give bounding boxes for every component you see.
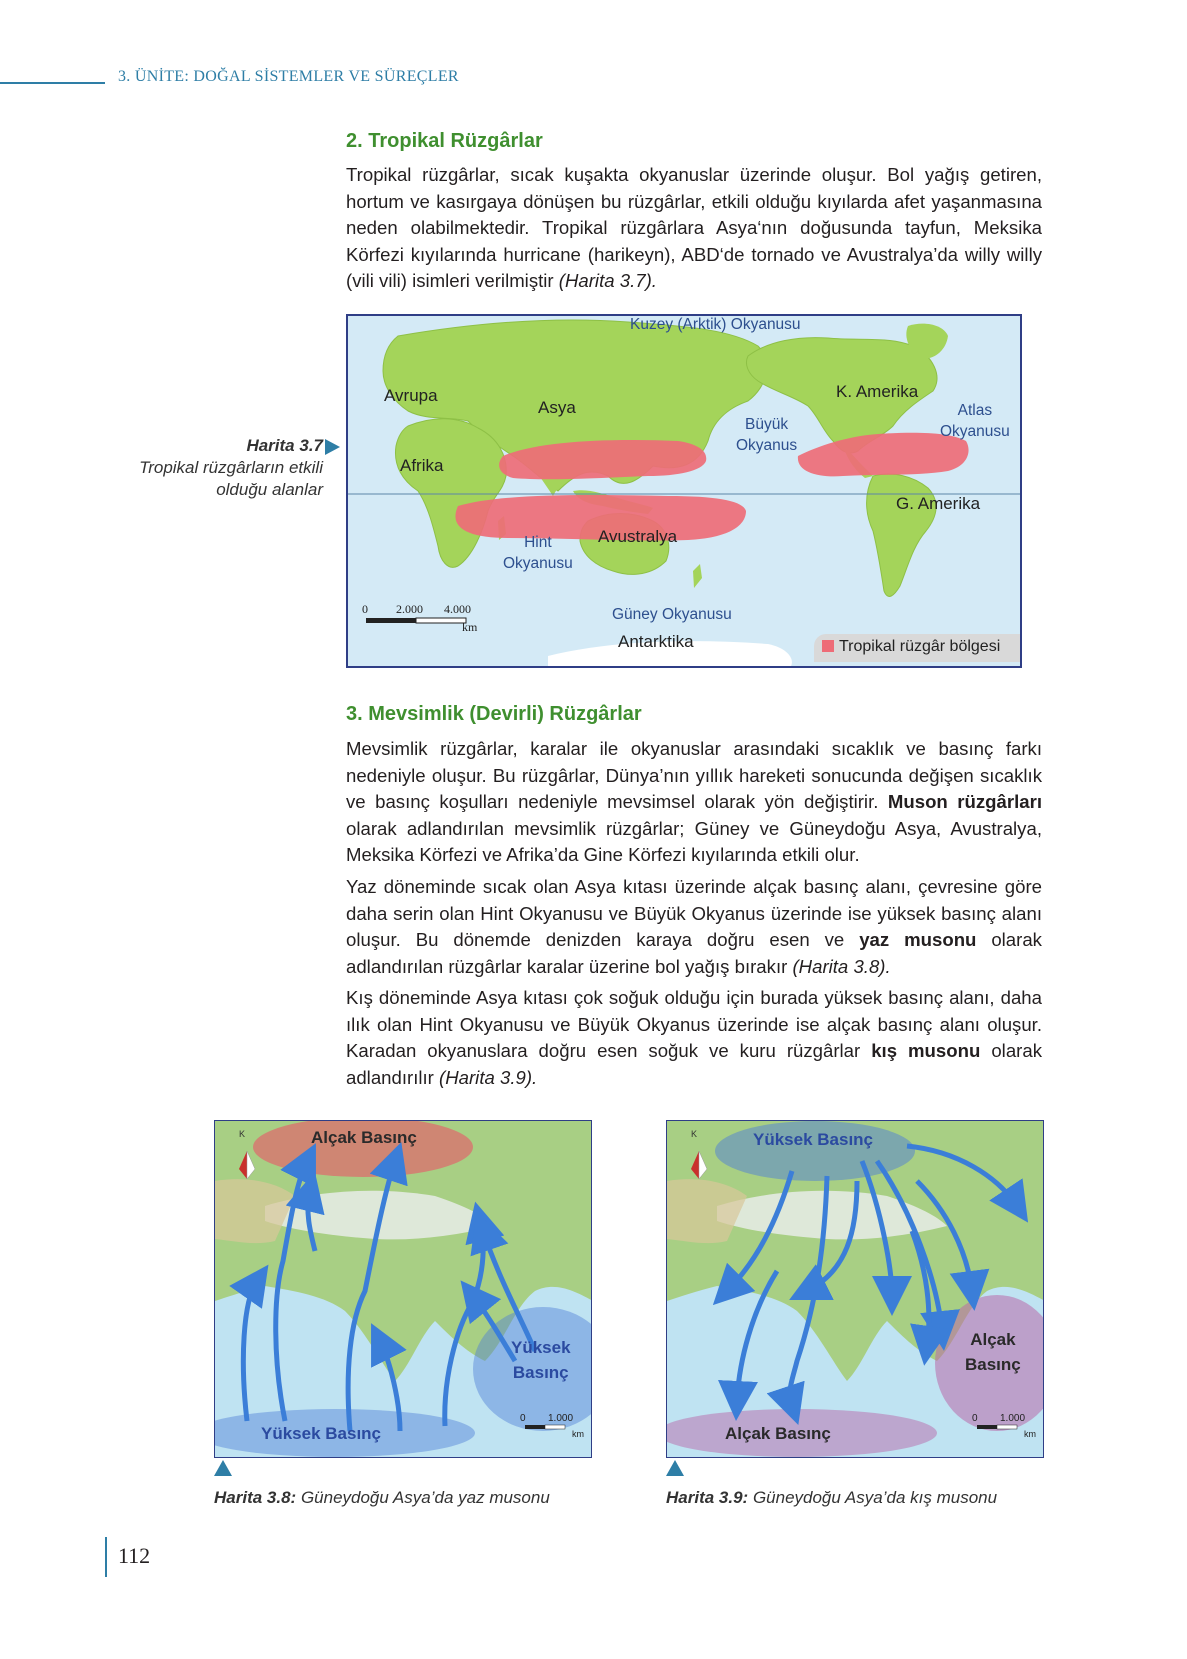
- map-37-side-caption: [139, 435, 323, 501]
- winter-monsoon-graphic: [667, 1121, 1044, 1458]
- south-america-landmass: [867, 474, 936, 596]
- map-38-caption-number: Harita 3.8:: [214, 1488, 297, 1507]
- scale-bar-dark: [525, 1425, 545, 1429]
- p3-text-a: Kış döneminde Asya kıtası çok soğuk olduğu için burada yüksek basınç alanı, daha ılık olan Hint Okyanusu ve Büyük Okyanus üzerinde ise alçak basınç alanı oluşur. Karadan okyanuslara doğru esen soğuk ve kuru rüzgârlar: [346, 987, 1042, 1062]
- world-map-tropical-winds: [346, 314, 1022, 668]
- map-reference: (Harita 3.7).: [558, 270, 657, 292]
- scale-bar-light: [545, 1425, 565, 1429]
- label-atlantic-ocean: [940, 400, 1010, 442]
- north-label: K: [239, 1129, 246, 1139]
- scale-label-2000: 2.000: [396, 602, 423, 616]
- map-37-caption-line1: Tropikal rüzgârların etkili: [139, 458, 323, 477]
- label-indian-line2: Okyanusu: [503, 555, 573, 572]
- scale-label-0: 0: [972, 1413, 978, 1424]
- header-rule: [0, 82, 105, 84]
- label-africa: Afrika: [400, 456, 444, 475]
- africa-landmass: [395, 419, 506, 568]
- p2-text-a: Yaz döneminde sıcak olan Asya kıtası üzerinde alçak basınç alanı, çevresine göre daha serin olan Hint Okyanusu ve Büyük Okyanus üzerinde ise yüksek basınç alanı oluşur. Bu dönemde denizden karaya doğru esen ve: [346, 876, 1042, 951]
- new-zealand-landmass: [693, 564, 702, 588]
- label-australia: Avustralya: [598, 527, 678, 546]
- map-37-caption-number: Harita 3.7: [246, 436, 323, 455]
- map-39-caption-text: Güneydoğu Asya’da kış musonu: [752, 1488, 998, 1507]
- unit-header: 3. ÜNİTE: DOĞAL SİSTEMLER VE SÜREÇLER: [118, 68, 459, 85]
- label-pacific-line2: Okyanus: [736, 437, 798, 454]
- scale-label-unit: km: [1024, 1429, 1036, 1439]
- label-high-pressure: Yüksek Basınç: [753, 1130, 874, 1149]
- map-summer-monsoon: [214, 1120, 592, 1458]
- page-number-rule: [105, 1537, 107, 1577]
- scale-label-1000: 1.000: [548, 1413, 574, 1424]
- paragraph-tropical: [346, 162, 1042, 295]
- label-high-pressure-right-line2: Basınç: [512, 1363, 569, 1382]
- map-38-caption-text: Güneydoğu Asya’da yaz musonu: [300, 1488, 550, 1507]
- north-label: K: [691, 1129, 698, 1139]
- map-winter-monsoon: [666, 1120, 1044, 1458]
- label-atlantic-line2: Okyanusu: [940, 423, 1010, 440]
- paragraph-seasonal-1: [346, 736, 1042, 869]
- label-antarctica: Antarktika: [618, 632, 694, 651]
- legend-swatch-icon: [822, 640, 834, 652]
- caption-pointer-icon: [214, 1460, 232, 1476]
- map-legend: [814, 634, 1022, 662]
- scale-label-unit: km: [462, 620, 478, 634]
- wind-arrow: [243, 1281, 257, 1421]
- scale-bar-light: [997, 1425, 1017, 1429]
- p1-term-monsoon: Muson rüzgârları: [887, 791, 1042, 813]
- section-title-seasonal: 3. Mevsimlik (Devirli) Rüzgârlar: [346, 703, 642, 725]
- map-37-caption-line2: olduğu alanlar: [216, 480, 323, 499]
- label-atlantic-line1: Atlas: [957, 402, 993, 419]
- label-pacific-line1: Büyük: [745, 416, 789, 433]
- scale-label-0: 0: [520, 1413, 526, 1424]
- p2-map-reference: (Harita 3.8).: [792, 955, 891, 977]
- label-low-pressure-bottom: Alçak Basınç: [725, 1424, 831, 1443]
- p3-map-reference: (Harita 3.9).: [439, 1066, 538, 1088]
- p3-term-winter-monsoon: kış musonu: [871, 1040, 981, 1062]
- scale-label-4000: 4.000: [444, 602, 471, 616]
- paragraph-tropical-text: Tropikal rüzgârlar, sıcak kuşakta okyanuslar üzerinde oluşur. Bol yağış getiren, hortum ve kasırgaya dönüşen bu rüzgârlar, etkili olduğu kıyılarda afet yaşanmasına neden olabilmektedir. Tropikal rüzgârlara Asya‘nın doğusunda tayfun, Meksika Körfezi kıyılarında hurricane (harikeyn), ABD‘de tornado ve Avustralya’da willy willy (vili vili) isimleri verilmiştir: [346, 164, 1042, 292]
- label-low-pressure-right: [965, 1327, 1021, 1377]
- label-north-america: K. Amerika: [836, 382, 919, 401]
- scale-label-0: 0: [362, 602, 368, 616]
- label-indian-ocean: [503, 532, 573, 574]
- scale-bar-dark: [366, 618, 416, 623]
- section-title-tropical: 2. Tropikal Rüzgârlar: [346, 130, 543, 152]
- p2-text-c: olarak adlandırılan rüzgârlar karalar üzerine bol yağış bırakır: [346, 929, 1042, 977]
- scale-bar-dark: [977, 1425, 997, 1429]
- map-39-caption: [666, 1488, 997, 1508]
- label-high-pressure-right: [511, 1335, 571, 1385]
- label-europe: Avrupa: [384, 386, 438, 405]
- label-south-america: G. Amerika: [896, 494, 981, 513]
- caption-pointer-icon: [325, 439, 340, 455]
- label-arctic-ocean: Kuzey (Arktik) Okyanusu: [630, 316, 801, 333]
- label-low-pressure: Alçak Basınç: [311, 1128, 417, 1147]
- p3-text-c: olarak adlandırılır: [346, 1040, 1042, 1088]
- label-southern-ocean: Güney Okyanusu: [612, 606, 732, 623]
- scale-label-unit: km: [572, 1429, 584, 1439]
- caption-pointer-icon: [666, 1460, 684, 1476]
- p1-text-c: olarak adlandırılan mevsimlik rüzgârlar; Güney ve Güneydoğu Asya, Avustralya, Meksika Körfezi ve Afrika’da Gine Körfezi kıyılarında etkili olur.: [346, 817, 1042, 866]
- page-number: 112: [118, 1543, 151, 1568]
- summer-monsoon-graphic: [215, 1121, 592, 1458]
- label-indian-line1: Hint: [524, 534, 552, 551]
- scale-label-1000: 1.000: [1000, 1413, 1026, 1424]
- scale-bar-light: [416, 618, 466, 623]
- label-low-pressure-right-line2: Basınç: [965, 1355, 1021, 1374]
- map-38-caption: [214, 1488, 550, 1508]
- label-high-pressure-bottom: Yüksek Basınç: [261, 1424, 382, 1443]
- label-high-pressure-right-line1: Yüksek: [511, 1338, 571, 1357]
- paragraph-seasonal-2: [346, 874, 1042, 980]
- label-low-pressure-right-line1: Alçak: [970, 1330, 1016, 1349]
- legend-label: Tropikal rüzgâr bölgesi: [839, 638, 1001, 655]
- p2-term-summer-monsoon: yaz musonu: [859, 929, 977, 951]
- label-asia: Asya: [538, 398, 576, 417]
- label-pacific-ocean: [736, 414, 797, 456]
- p1-text-a: Mevsimlik rüzgârlar, karalar ile okyanuslar arasındaki sıcaklık ve basınç farkı nedeniyle oluşur. Bu rüzgârlar, Dünya’nın yıllık hareketi sonucunda değişen sıcaklık ve basınç koşulları nedeniyle mevsimsel olarak yön değiştirir.: [346, 738, 1042, 813]
- map-39-caption-number: Harita 3.9:: [666, 1488, 749, 1507]
- paragraph-seasonal-3: [346, 985, 1042, 1091]
